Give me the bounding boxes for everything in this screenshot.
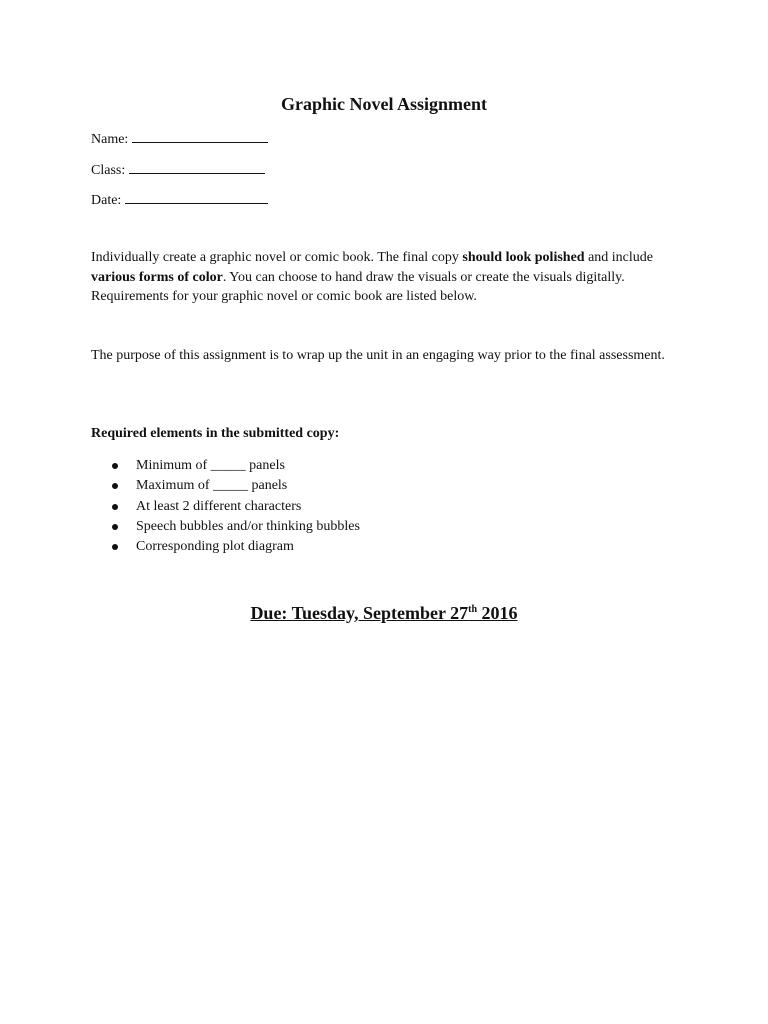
due-date-ordinal: th [468, 604, 478, 615]
required-elements-heading: Required elements in the submitted copy: [91, 426, 340, 441]
list-item-text: At least 2 different characters [136, 498, 302, 514]
list-item [112, 517, 360, 537]
intro-text-2: and include [584, 250, 653, 265]
bullet-icon [112, 544, 118, 550]
date-field [91, 190, 268, 210]
name-label: Name: [91, 132, 129, 147]
list-item-text: Corresponding plot diagram [136, 539, 294, 555]
name-blank-line [132, 129, 268, 143]
class-field [91, 160, 265, 180]
intro-text-3: . You can choose to hand draw the visuals or create the visuals digitally. Requirements for your graphic novel or comic book are listed below. [91, 269, 625, 304]
list-item-text: Speech bubbles and/or thinking bubbles [136, 518, 360, 534]
list-item [112, 537, 360, 557]
date-blank-line [125, 190, 268, 204]
list-item [112, 497, 360, 517]
requirements-list [112, 456, 360, 557]
list-item-text: Maximum of _____ panels [136, 478, 288, 494]
list-item [112, 476, 360, 496]
intro-bold-2: various forms of color [91, 269, 223, 285]
intro-text-1: Individually create a graphic novel or comic book. The final copy [91, 250, 463, 265]
intro-bold-1: should look polished [462, 250, 585, 265]
bullet-icon [112, 524, 118, 530]
bullet-icon [112, 463, 118, 469]
date-label: Date: [91, 193, 122, 208]
due-date-year: 2016 [477, 603, 518, 623]
bullet-icon [112, 483, 118, 489]
class-label: Class: [91, 163, 126, 178]
list-item-text: Minimum of _____ panels [136, 458, 285, 473]
bullet-icon [112, 504, 118, 510]
due-date [0, 603, 768, 624]
due-date-prefix: Due: Tuesday, September 27 [250, 603, 469, 623]
list-item [112, 456, 360, 476]
name-field [91, 129, 268, 149]
intro-paragraph [91, 248, 671, 307]
purpose-paragraph: The purpose of this assignment is to wrap up the unit in an engaging way prior to the final assessment. [91, 348, 665, 363]
class-blank-line [129, 160, 265, 174]
document-title: Graphic Novel Assignment [280, 94, 487, 114]
